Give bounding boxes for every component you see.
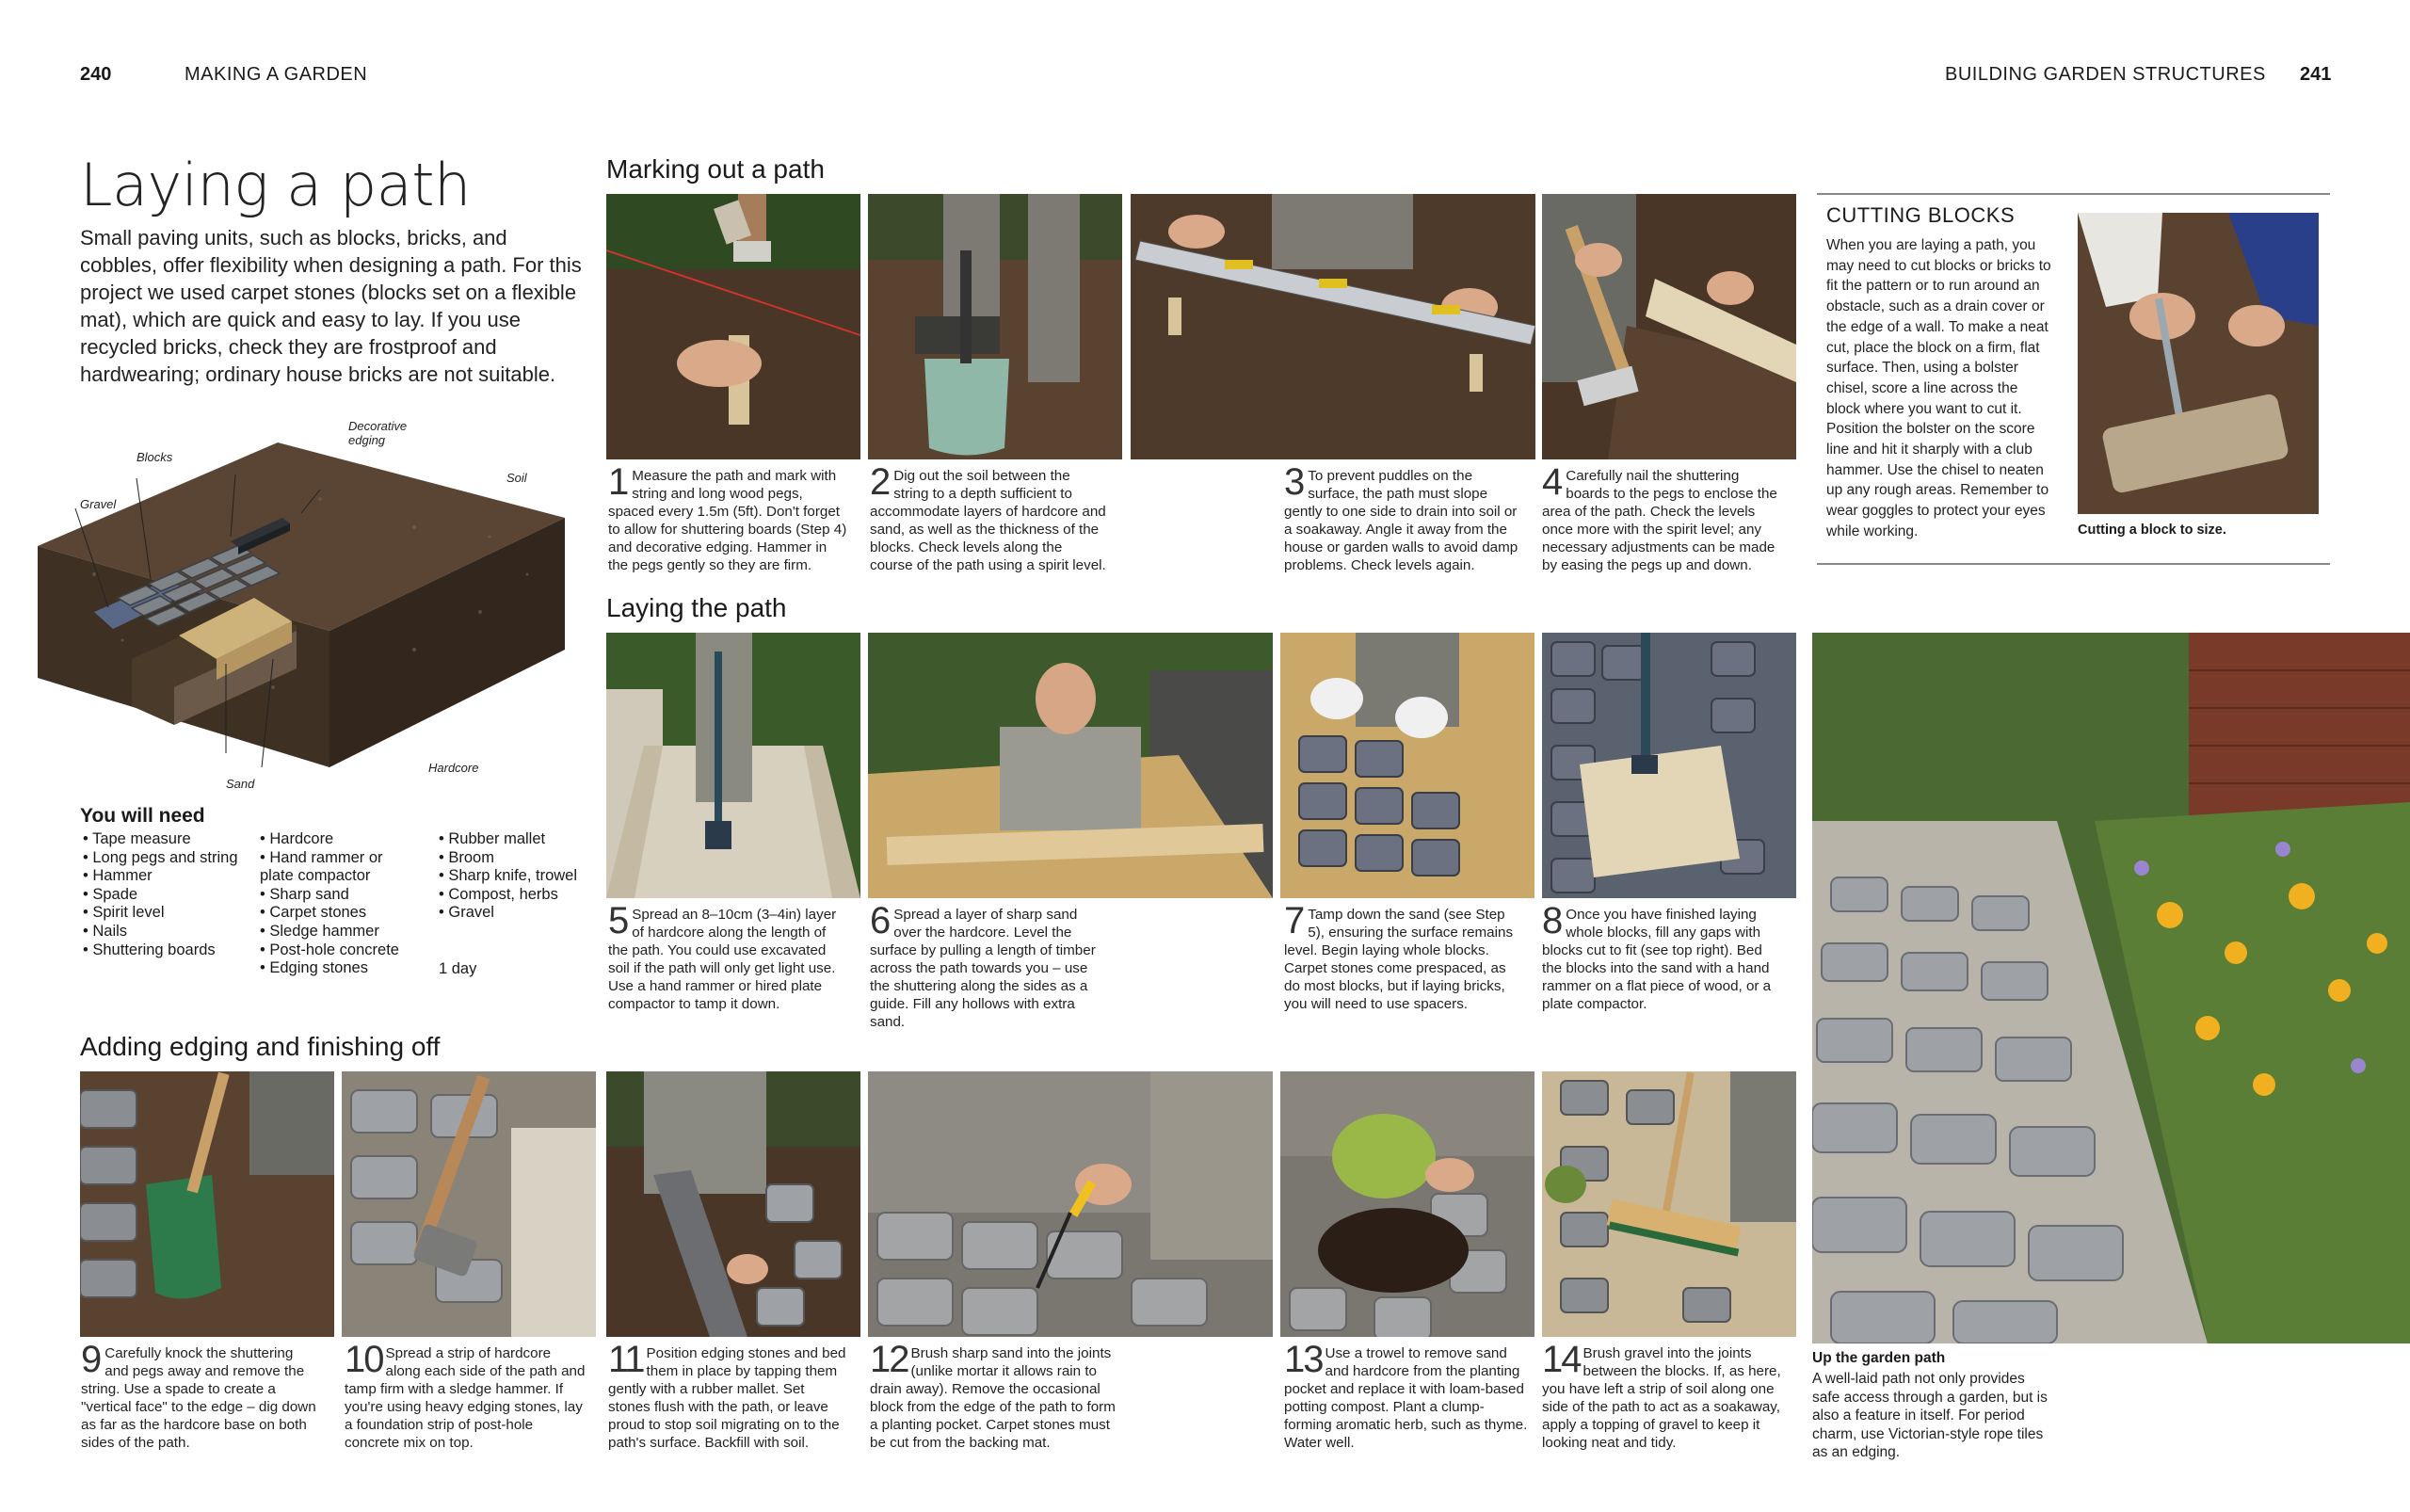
step-3-text bbox=[1284, 461, 1523, 574]
step-number: 7 bbox=[1284, 900, 1306, 941]
step-description: Measure the path and mark with string and long wood pegs, spaced every 1.5m (5ft). Don't forget to allow for shuttering boards (Step 4) and decorative edging. Hammer in the pegs gently so they are firm. bbox=[608, 468, 847, 573]
list-item: • Sharp knife, trowel bbox=[439, 867, 580, 886]
step-description: Carefully nail the shuttering boards to the pegs to enclose the area of the path. Check the levels once more with the spirit level; any necessary adjustments can be made by easing the pegs up and down. bbox=[1542, 468, 1777, 573]
list-item: • Long pegs and string bbox=[83, 849, 243, 868]
step-7-photo bbox=[1280, 633, 1534, 898]
list-item: • Gravel bbox=[439, 904, 580, 923]
cutting-blocks-caption: Cutting a block to size. bbox=[2078, 523, 2226, 538]
step-description: Tamp down the sand (see Step 5), ensuring the surface remains level. Begin laying whole blocks. Carpet stones come prespaced, as do most blocks, but if laying bricks, you will need to use spacers. bbox=[1284, 907, 1514, 1012]
list-item: • Edging stones bbox=[260, 959, 420, 978]
cutting-blocks-text: When you are laying a path, you may need to cut blocks or bricks to fit the pattern or to run around an obstacle, such as a drain cover or the edge of a wall. To make a neat cut, place the block on a firm, flat surface. Then, using a bolster chisel, score a line across the block where you want to cut it. Position the bolster on the score line and hit it sharply with a club hammer. Use the chisel to neaten up any rough areas. Remember to wear goggles to protect your eyes while working. bbox=[1826, 237, 2051, 539]
list-item: • Nails bbox=[83, 923, 243, 941]
list-item: • Spade bbox=[83, 886, 243, 905]
step-10-text bbox=[345, 1339, 586, 1452]
step-3-photo bbox=[1131, 194, 1535, 459]
list-item: • Sharp sand bbox=[260, 886, 420, 905]
intro-paragraph: Small paving units, such as blocks, bricks, and cobbles, offer flexibility when designing a path. For this project we used carpet stones (blocks set on a flexible mat), which are quick and easy to lay. If you use recycled bricks, check they are frostproof and hardwearing; ordinary house bricks are not suitable. bbox=[80, 226, 582, 386]
step-description: Carefully knock the shuttering and pegs away and remove the string. Use a spade to create a "vertical face" to the edge – dig down as far as the hardcore base on both sides of the path. bbox=[81, 1345, 316, 1451]
step-number: 13 bbox=[1284, 1339, 1323, 1380]
step-6-photo bbox=[868, 633, 1273, 898]
step-8-photo bbox=[1542, 633, 1796, 898]
step-description: Dig out the soil between the string to a depth sufficient to accommodate layers of hardcore and sand, as well as the thickness of the blocks. Check levels along the course of the path using a spirit level. bbox=[870, 468, 1106, 573]
step-number: 10 bbox=[345, 1339, 383, 1380]
list-item: • Rubber mallet bbox=[439, 830, 580, 849]
step-13-photo bbox=[1280, 1071, 1534, 1337]
step-number: 3 bbox=[1284, 461, 1306, 503]
step-2-photo bbox=[868, 194, 1122, 459]
step-number: 12 bbox=[870, 1339, 908, 1380]
step-description: Use a trowel to remove sand and hardcore from the planting pocket and replace it with loam-based potting compost. Plant a clump-forming aromatic herb, such as thyme. Water well. bbox=[1284, 1345, 1528, 1451]
step-4-text bbox=[1542, 461, 1781, 574]
step-5-photo bbox=[606, 633, 860, 898]
step-13-text bbox=[1284, 1339, 1529, 1452]
step-description: Spread a layer of sharp sand over the hardcore. Level the surface by pulling a length of timber across the path towards you – use the shuttering along the sides as a guide. Fill any hollows with extra sand. bbox=[870, 907, 1096, 1030]
list-item: • Compost, herbs bbox=[439, 886, 580, 905]
you-will-need-column-1 bbox=[83, 830, 243, 959]
diagram-label-sand: Sand bbox=[226, 777, 255, 791]
diagram-label-decorative-edging: Decorative edging bbox=[348, 419, 408, 447]
step-number: 9 bbox=[81, 1339, 103, 1380]
list-item: • Sledge hammer bbox=[260, 923, 420, 941]
step-2-text bbox=[870, 461, 1109, 574]
cutting-block-photo bbox=[2078, 213, 2319, 514]
step-number: 4 bbox=[1542, 461, 1564, 503]
list-item: • Spirit level bbox=[83, 904, 243, 923]
diagram-label-gravel: Gravel bbox=[80, 497, 117, 511]
step-number: 5 bbox=[608, 900, 630, 941]
diagram-label-blocks: Blocks bbox=[137, 450, 173, 464]
section-heading-edging: Adding edging and finishing off bbox=[80, 1032, 441, 1061]
step-description: Spread an 8–10cm (3–4in) layer of hardcore along the length of the path. You could use excavated soil if the path will only get light use. Use a hand rammer or hired plate compactor to tamp it down. bbox=[608, 907, 837, 1012]
diagram-label-hardcore: Hardcore bbox=[428, 761, 479, 775]
section-heading-marking-out: Marking out a path bbox=[606, 154, 825, 184]
step-description: Brush gravel into the joints between the blocks. If, as here, you have left a strip of soil along one side of the path to act as a soakaway, apply a topping of gravel to keep it looking neat and tidy. bbox=[1542, 1345, 1781, 1451]
step-number: 1 bbox=[608, 461, 630, 503]
project-duration: 1 day bbox=[439, 960, 477, 977]
step-8-text bbox=[1542, 900, 1781, 1013]
list-item: • Hand rammer or plate compactor bbox=[260, 849, 420, 886]
step-11-photo bbox=[606, 1071, 860, 1337]
step-6-text bbox=[870, 900, 1109, 1031]
step-12-text bbox=[870, 1339, 1124, 1452]
step-description: Position edging stones and bed them in place by tapping them gently with a rubber mallet. Set stones flush with the path, or leave proud to stop soil migrating on to the path's surface. Backfill with soil. bbox=[608, 1345, 846, 1451]
you-will-need-column-3 bbox=[439, 830, 580, 923]
step-1-photo bbox=[606, 194, 860, 459]
right-page-number: 241 bbox=[2300, 64, 2332, 85]
left-running-title: MAKING A GARDEN bbox=[185, 64, 368, 85]
page-title: Laying a path bbox=[80, 151, 471, 219]
garden-photo-caption-title: Up the garden path bbox=[1812, 1350, 1946, 1366]
step-number: 14 bbox=[1542, 1339, 1581, 1380]
step-5-text bbox=[608, 900, 847, 1013]
step-description: Once you have finished laying whole blocks, fill any gaps with blocks cut to fit (see top right). Bed the blocks into the sand with a hand rammer on a flat piece of wood, or a plate compactor. bbox=[1542, 907, 1772, 1012]
left-page-number: 240 bbox=[80, 64, 112, 85]
list-item: • Broom bbox=[439, 849, 580, 868]
list-item: • Carpet stones bbox=[260, 904, 420, 923]
step-7-text bbox=[1284, 900, 1523, 1013]
step-11-text bbox=[608, 1339, 849, 1452]
step-number: 2 bbox=[870, 461, 892, 503]
step-10-photo bbox=[342, 1071, 596, 1337]
step-14-photo bbox=[1542, 1071, 1796, 1337]
garden-photo-caption: A well-laid path not only provides safe access through a garden, but is also a feature in itself. For period charm, use Victorian-style rope tiles as an edging. bbox=[1812, 1371, 2048, 1460]
step-1-text bbox=[608, 461, 847, 574]
step-description: Brush sharp sand into the joints (unlike mortar it allows rain to drain away). Remove the occasional block from the edge of the path to form a planting pocket. Carpet stones must be cut from the backing mat. bbox=[870, 1345, 1116, 1451]
step-12-photo bbox=[868, 1071, 1273, 1337]
list-item: • Post-hole concrete bbox=[260, 941, 420, 960]
right-running-title: BUILDING GARDEN STRUCTURES bbox=[1945, 64, 2266, 85]
step-9-photo bbox=[80, 1071, 334, 1337]
list-item: • Hardcore bbox=[260, 830, 420, 849]
list-item: • Hammer bbox=[83, 867, 243, 886]
step-9-text bbox=[81, 1339, 320, 1452]
diagram-label-soil: Soil bbox=[506, 471, 527, 485]
step-4-photo bbox=[1542, 194, 1796, 459]
list-item: • Shuttering boards bbox=[83, 941, 243, 960]
step-number: 11 bbox=[608, 1339, 644, 1380]
step-number: 6 bbox=[870, 900, 892, 941]
you-will-need-column-2 bbox=[260, 830, 420, 978]
step-14-text bbox=[1542, 1339, 1791, 1452]
cutting-blocks-title: CUTTING BLOCKS bbox=[1826, 203, 2016, 227]
step-description: Spread a strip of hardcore along each side of the path and tamp firm with a sledge hammer. If you're using heavy edging stones, lay a foundation strip of post-hole concrete mix on top. bbox=[345, 1345, 586, 1451]
step-number: 8 bbox=[1542, 900, 1564, 941]
path-cross-section-diagram bbox=[38, 405, 565, 800]
list-item: • Tape measure bbox=[83, 830, 243, 849]
section-heading-laying: Laying the path bbox=[606, 593, 787, 622]
you-will-need-title: You will need bbox=[80, 805, 205, 827]
finished-garden-path-photo bbox=[1812, 633, 2410, 1343]
step-description: To prevent puddles on the surface, the path must slope gently to one side to drain into soil or a soakaway. Angle it away from the house or garden walls to avoid damp problems. Check levels again. bbox=[1284, 468, 1518, 573]
